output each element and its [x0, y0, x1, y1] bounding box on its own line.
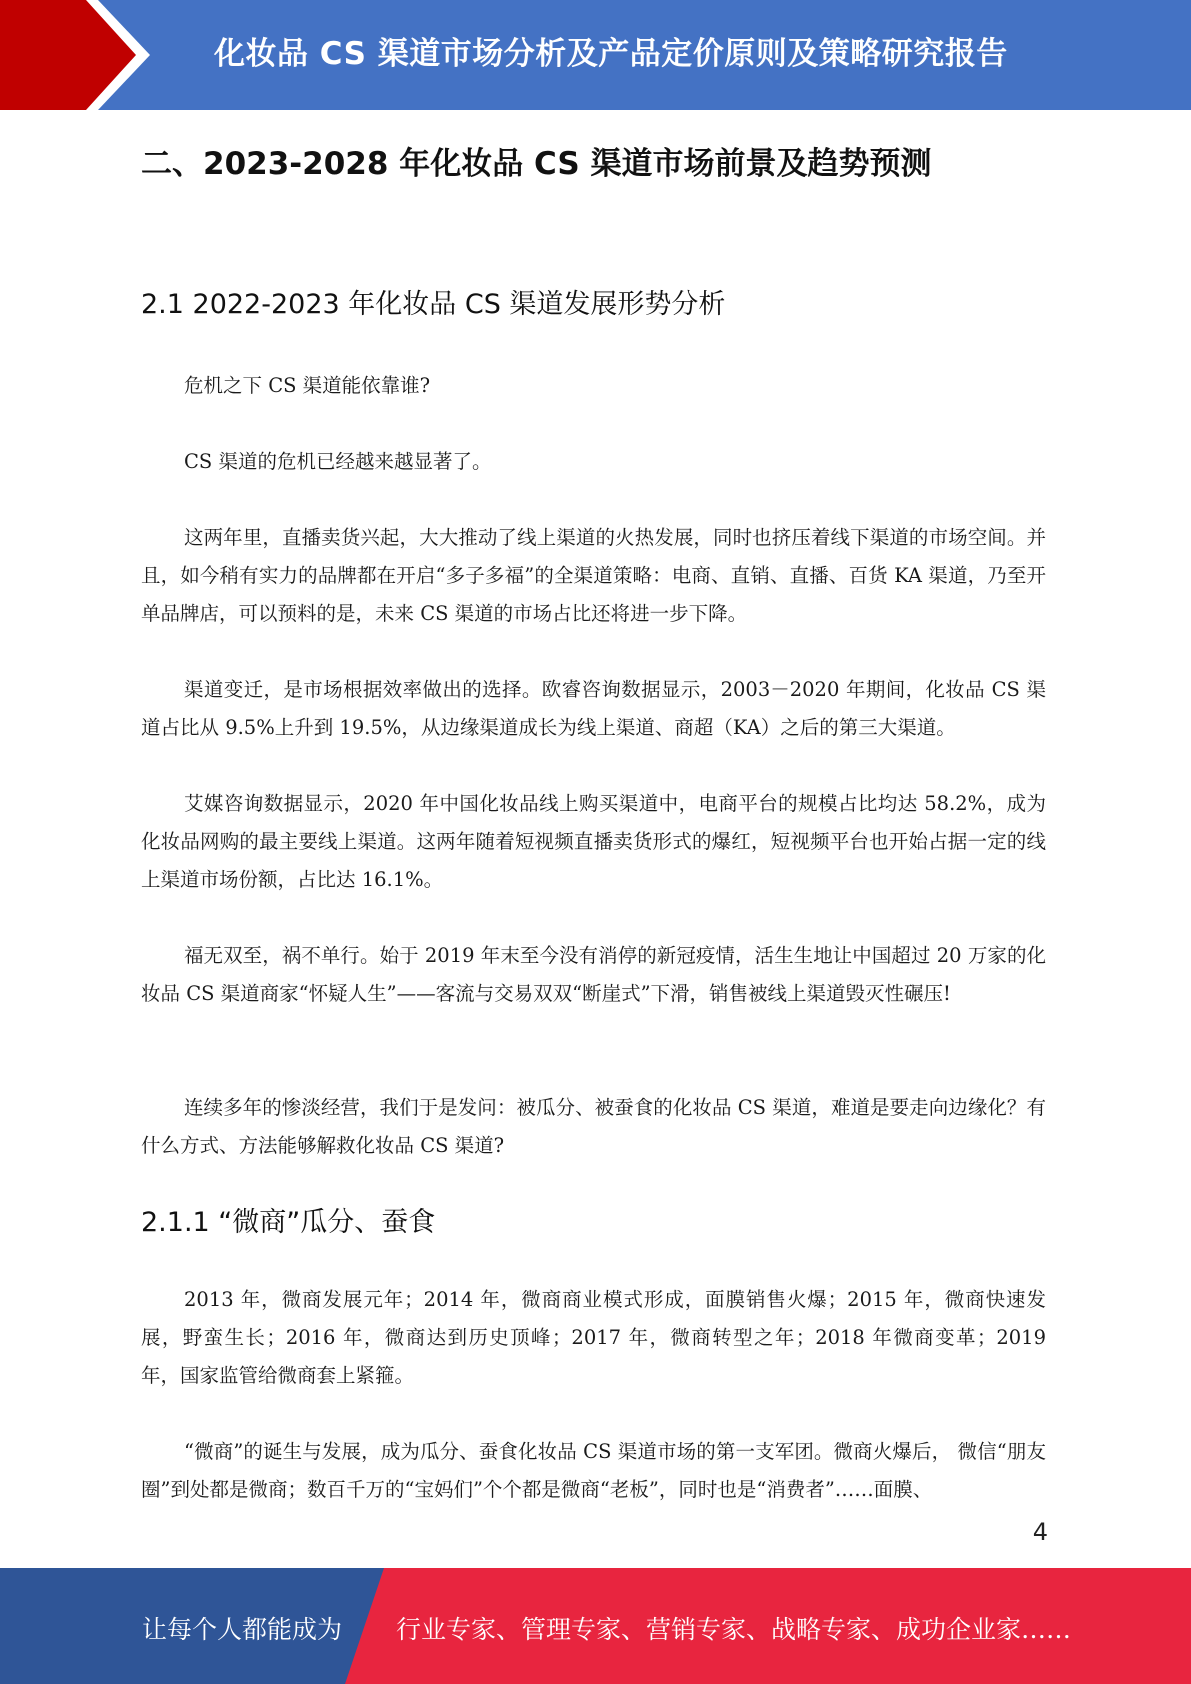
subsubsection-title: 2.1.1 “微商”瓜分、蚕食 [141, 1207, 436, 1238]
paragraph: CS 渠道的危机已经越来越显著了。 [184, 450, 492, 473]
section-title: 二、2023-2028 年化妆品 CS 渠道市场前景及趋势预测 [141, 146, 932, 182]
paragraph: 艾媒咨询数据显示，2020 年中国化妆品线上购买渠道中，电商平台的规模占比均达 58.2%，成为化妆品网购的最主要线上渠道。这两年随着短视频直播卖货形式的爆红，短视频平台也开始占据一定的线上渠道市场份额，占比达 16.1%。 [141, 792, 1046, 891]
paragraph: “微商”的诞生与发展，成为瓜分、蚕食化妆品 CS 渠道市场的第一支军团。微商火爆后， 微信“朋友圈”到处都是微商；数百千万的“宝妈们”个个都是微商“老板”，同时也是“消费者”……面膜、 [141, 1440, 1046, 1501]
footer-slogan-right: 行业专家、管理专家、营销专家、战略专家、成功企业家…… [396, 1615, 1072, 1644]
subsection-title: 2.1 2022-2023 年化妆品 CS 渠道发展形势分析 [141, 289, 726, 320]
paragraph: 渠道变迁，是市场根据效率做出的选择。欧睿咨询数据显示，2003－2020 年期间，化妆品 CS 渠道占比从 9.5%上升到 19.5%，从边缘渠道成长为线上渠道、商超（KA）之后的第三大渠道。 [141, 678, 1046, 739]
paragraph: 福无双至，祸不单行。始于 2019 年末至今没有消停的新冠疫情，活生生地让中国超过 20 万家的化妆品 CS 渠道商家“怀疑人生”——客流与交易双双“断崖式”下滑，销售被线上渠道毁灭性碾压! [141, 944, 1046, 1005]
footer-banner [0, 1568, 1191, 1684]
paragraph: 2013 年，微商发展元年；2014 年，微商商业模式形成，面膜销售火爆；2015 年，微商快速发展，野蛮生长；2016 年，微商达到历史顶峰；2017 年，微商转型之年；2018 年微商变革；2019 年，国家监管给微商套上紧箍。 [141, 1288, 1046, 1387]
document-title: 化妆品 CS 渠道市场分析及产品定价原则及策略研究报告 [214, 36, 1008, 72]
footer-slogan-left: 让每个人都能成为 [142, 1615, 343, 1644]
page-number: 4 [1032, 1518, 1048, 1546]
chevron-right-icon [0, 0, 160, 110]
paragraph: 这两年里，直播卖货兴起，大大推动了线上渠道的火热发展，同时也挤压着线下渠道的市场空间。并且，如今稍有实力的品牌都在开启“多子多福”的全渠道策略：电商、直销、直播、百货 KA 渠道，乃至开单品牌店，可以预料的是，未来 CS 渠道的市场占比还将进一步下降。 [141, 526, 1046, 625]
header-banner [0, 0, 1191, 110]
paragraph: 连续多年的惨淡经营，我们于是发问：被瓜分、被蚕食的化妆品 CS 渠道，难道是要走向边缘化？有什么方式、方法能够解救化妆品 CS 渠道? [141, 1096, 1046, 1157]
paragraph: 危机之下 CS 渠道能依靠谁? [184, 374, 431, 397]
